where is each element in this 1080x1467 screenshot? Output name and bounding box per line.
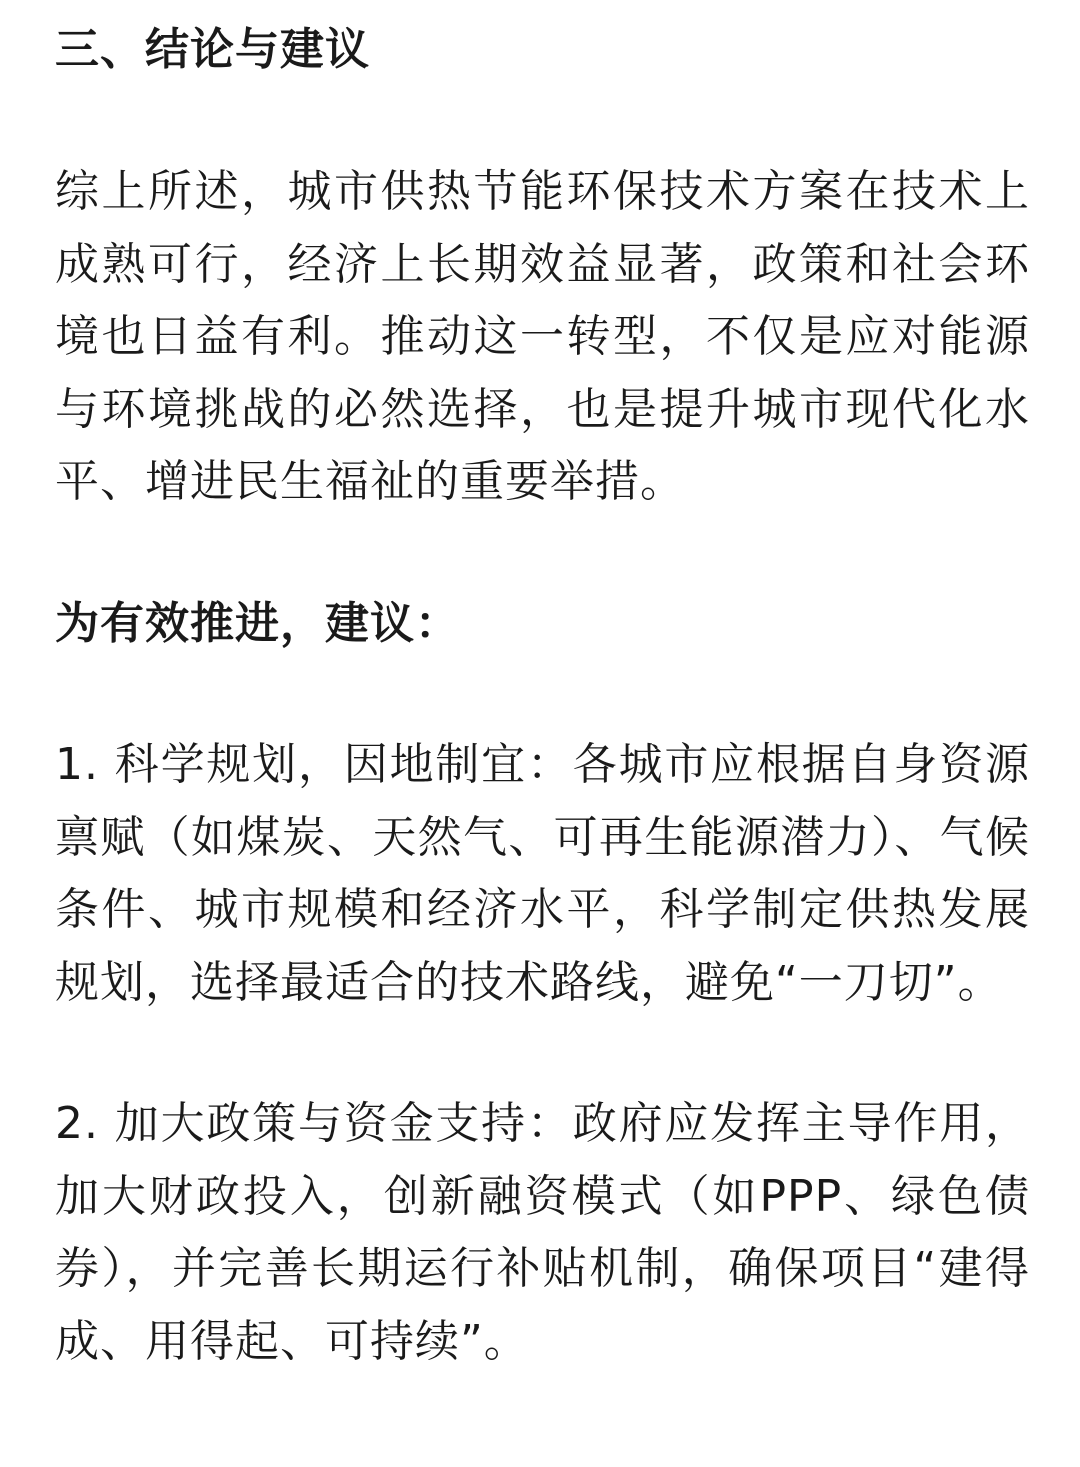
recommendation-item-1: 1. 科学规划，因地制宜：各城市应根据自身资源禀赋（如煤炭、天然气、可再生能源潜力）、气候条件、城市规模和经济水平，科学制定供热发展规划，选择最适合的技术路线，避免“一刀切”。 (55, 739, 1030, 1008)
spacer (55, 86, 1030, 156)
summary-paragraph: 综上所述，城市供热节能环保技术方案在技术上成熟可行，经济上长期效益显著，政策和社会环境也日益有利。推动这一转型，不仅是应对能源与环境挑战的必然选择，也是提升城市现代化水平、增进民生福祉的重要举措。 (55, 166, 1030, 507)
spacer (55, 1019, 1030, 1088)
recommendations-heading: 为有效推进，建议： (55, 597, 460, 649)
spacer (55, 660, 1030, 729)
recommendation-item-2: 2. 加大政策与资金支持：政府应发挥主导作用，加大财政投入，创新融资模式（如PPP、绿色债券），并完善长期运行补贴机制，确保项目“建得成、用得起、可持续”。 (55, 1098, 1030, 1367)
spacer (55, 519, 1030, 588)
document-body (55, 14, 1030, 1378)
section-title: 三、结论与建议 (55, 24, 370, 75)
